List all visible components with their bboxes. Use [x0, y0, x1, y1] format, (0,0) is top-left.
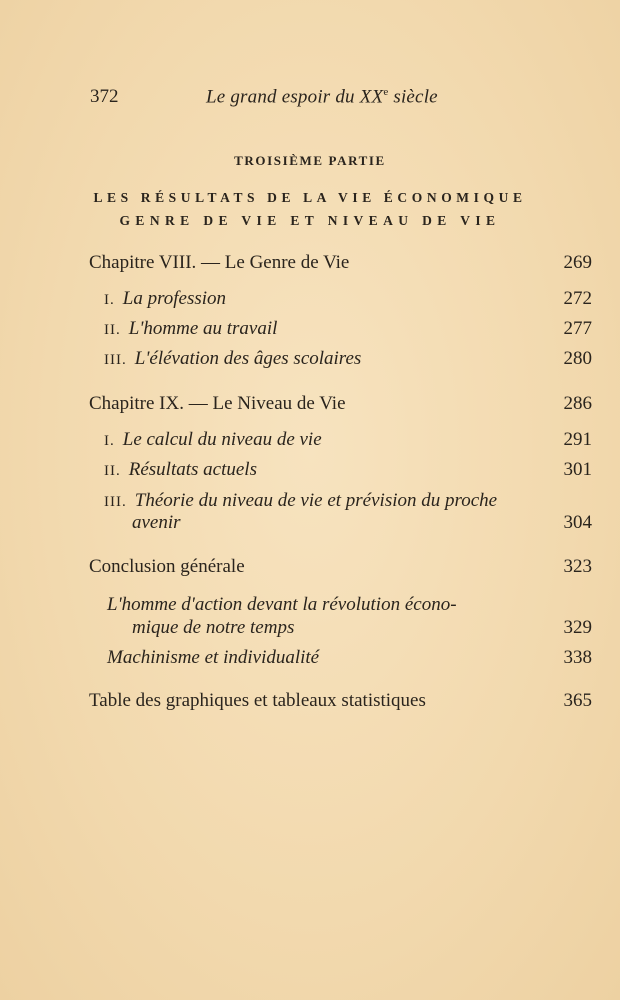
toc-label: [104, 490, 497, 512]
section-title: Théorie du niveau de vie et prévision du proche: [134, 490, 498, 511]
toc-label: Chapitre VIII. — Le Genre de Vie: [89, 252, 350, 273]
roman-numeral: III.: [104, 352, 127, 368]
toc-label: Chapitre IX. — Le Niveau de Vie: [89, 393, 346, 414]
section-title: Machinisme et individualité: [107, 647, 320, 668]
toc-page: 304: [563, 512, 592, 533]
toc-page: 280: [563, 348, 592, 369]
roman-numeral: II.: [104, 463, 121, 479]
toc-label: [104, 348, 361, 370]
section-title-continued: mique de notre temps: [132, 617, 295, 638]
running-title-text: Le grand espoir du XX: [206, 86, 384, 108]
toc-label: [104, 459, 257, 481]
roman-numeral: I.: [104, 292, 115, 308]
part-title: TROISIÈME PARTIE: [234, 153, 386, 168]
section-title: L'homme d'action devant la révolution écono-: [107, 594, 457, 615]
toc-label: [104, 318, 277, 340]
toc-page: 291: [563, 429, 592, 450]
toc-label: [104, 288, 226, 310]
toc-page: 269: [563, 252, 592, 273]
section-title: La profession: [122, 288, 227, 309]
toc-page: 272: [563, 288, 592, 309]
running-title: [206, 86, 438, 108]
toc-page: 338: [563, 647, 592, 668]
toc-label: Table des graphiques et tableaux statistiques: [89, 690, 426, 711]
toc-page: 286: [563, 393, 592, 414]
section-title: L'élévation des âges scolaires: [134, 348, 362, 369]
roman-numeral: II.: [104, 322, 121, 338]
toc-page: 329: [563, 617, 592, 638]
section-title-continued: avenir: [132, 512, 181, 533]
part-subtitle-1: LES RÉSULTATS DE LA VIE ÉCONOMIQUE: [93, 190, 527, 205]
running-title-sup: e: [383, 86, 389, 98]
toc-label: [104, 429, 322, 451]
section-title: Le calcul du niveau de vie: [122, 429, 322, 450]
section-title: Résultats actuels: [128, 459, 257, 480]
toc-page: 365: [563, 690, 592, 711]
part-subtitle-2: GENRE DE VIE ET NIVEAU DE VIE: [119, 213, 501, 228]
toc-page: 277: [563, 318, 592, 339]
page-number: 372: [90, 86, 119, 107]
roman-numeral: I.: [104, 433, 115, 449]
section-title: L'homme au travail: [128, 318, 278, 339]
running-title-end: siècle: [388, 86, 438, 108]
roman-numeral: III.: [104, 494, 127, 510]
toc-page: 301: [563, 459, 592, 480]
toc-page: 323: [563, 556, 592, 577]
toc-label: Conclusion générale: [89, 556, 245, 577]
